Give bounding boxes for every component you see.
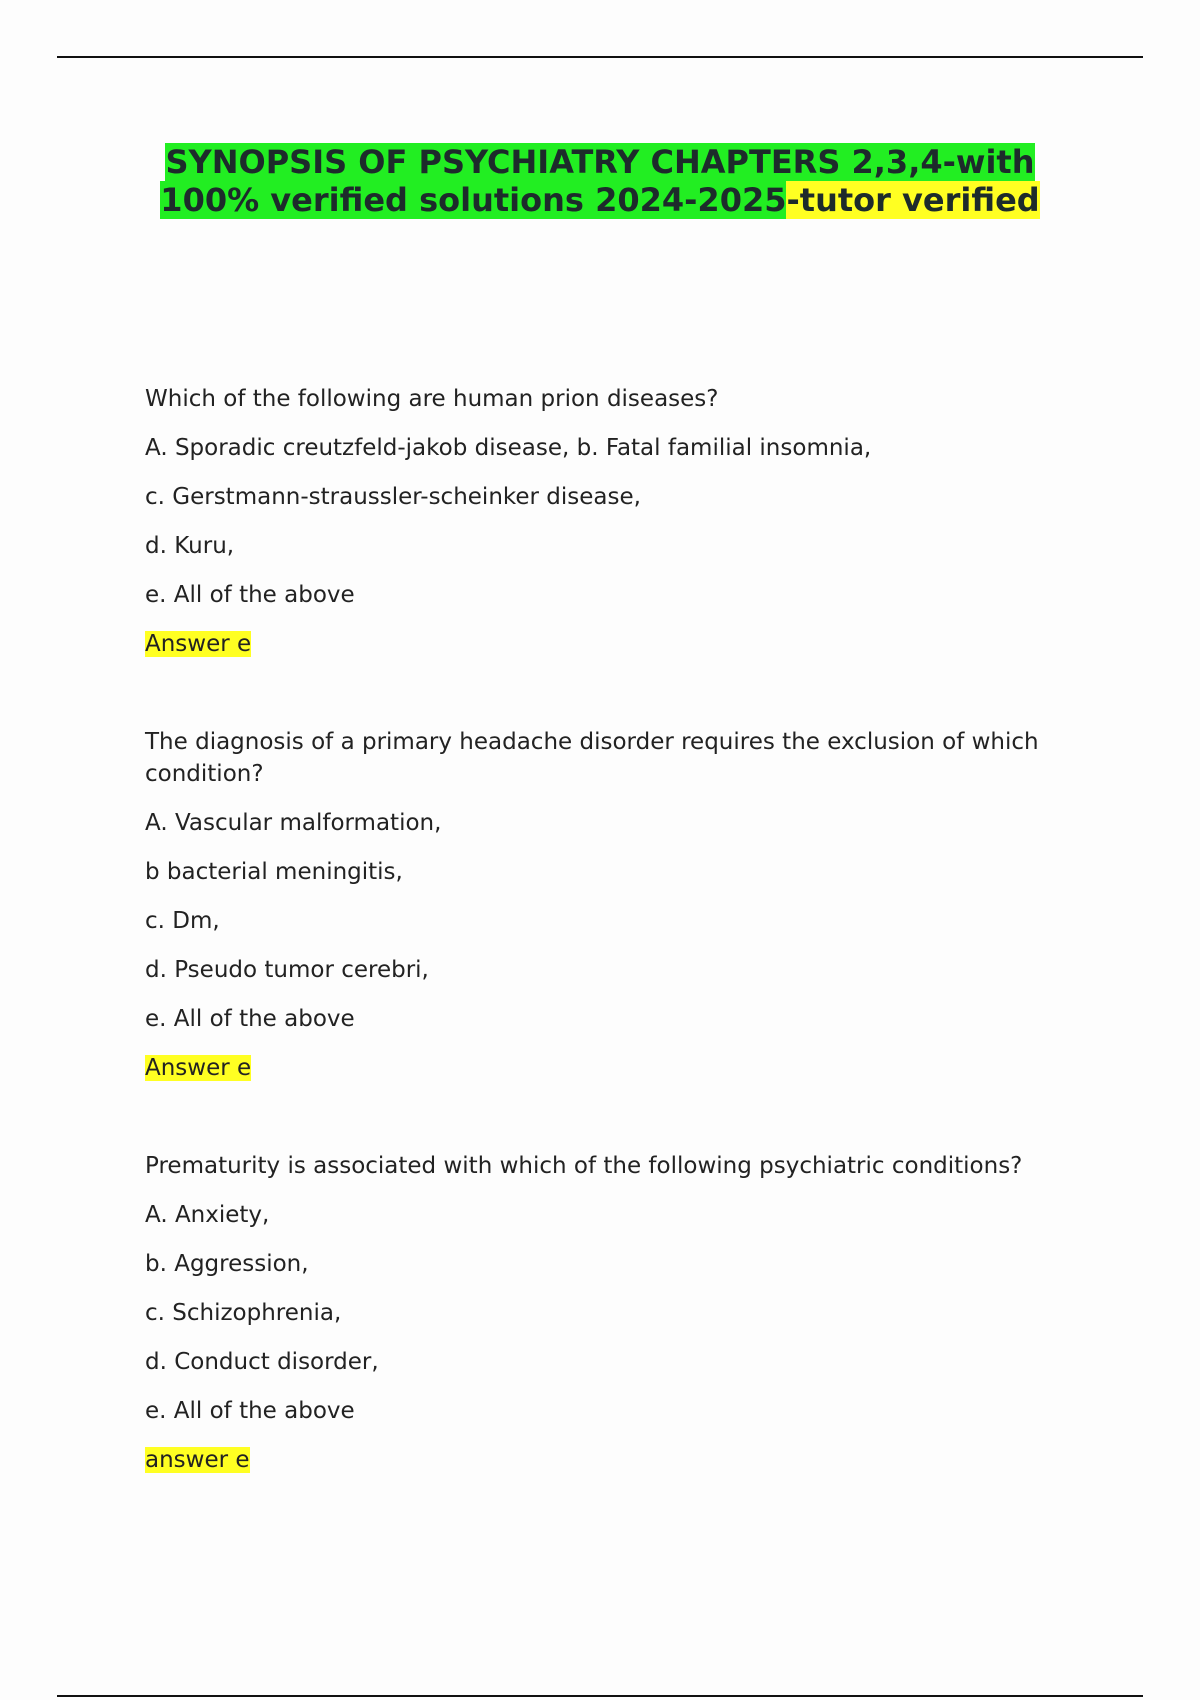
option-e: e. All of the above	[145, 1006, 355, 1032]
bottom-rule	[57, 1695, 1143, 1697]
option-b: b. Aggression,	[145, 1251, 309, 1277]
title-highlight-green: SYNOPSIS OF PSYCHIATRY CHAPTERS 2,3,4-with 100% verified solutions 2024-2025	[160, 143, 1035, 219]
answer-highlight: Answer e	[145, 1055, 252, 1081]
option-e: e. All of the above	[145, 582, 355, 608]
option-a: A. Anxiety,	[145, 1202, 270, 1228]
top-rule	[57, 56, 1143, 58]
question-block-1	[145, 383, 1045, 660]
answer-highlight: Answer e	[145, 631, 252, 657]
option-e: e. All of the above	[145, 1398, 355, 1424]
option-c: c. Dm,	[145, 908, 220, 934]
option-c: c. Schizophrenia,	[145, 1300, 342, 1326]
option-d: d. Kuru,	[145, 533, 235, 559]
question-text: The diagnosis of a primary headache disorder requires the exclusion of which condition?	[145, 729, 1039, 787]
answer-line	[145, 628, 1045, 660]
question-block-3	[145, 1150, 1045, 1476]
option-b: b bacterial meningitis,	[145, 859, 403, 885]
question-block-2	[145, 726, 1045, 1084]
option-a: A. Sporadic creutzfeld-jakob disease, b. Fatal familial insomnia,	[145, 435, 872, 461]
option-d: d. Pseudo tumor cerebri,	[145, 957, 429, 983]
question-text: Which of the following are human prion diseases?	[145, 386, 719, 412]
answer-line	[145, 1052, 1045, 1084]
title-highlight-yellow: -tutor verified	[786, 181, 1040, 219]
document-title	[120, 143, 1080, 219]
option-a: A. Vascular malformation,	[145, 810, 442, 836]
option-d: d. Conduct disorder,	[145, 1349, 379, 1375]
question-text: Prematurity is associated with which of the following psychiatric conditions?	[145, 1153, 1023, 1179]
question-list	[145, 383, 1045, 1542]
option-c: c. Gerstmann-straussler-scheinker disease,	[145, 484, 641, 510]
answer-line	[145, 1444, 1045, 1476]
answer-highlight: answer e	[145, 1447, 250, 1473]
